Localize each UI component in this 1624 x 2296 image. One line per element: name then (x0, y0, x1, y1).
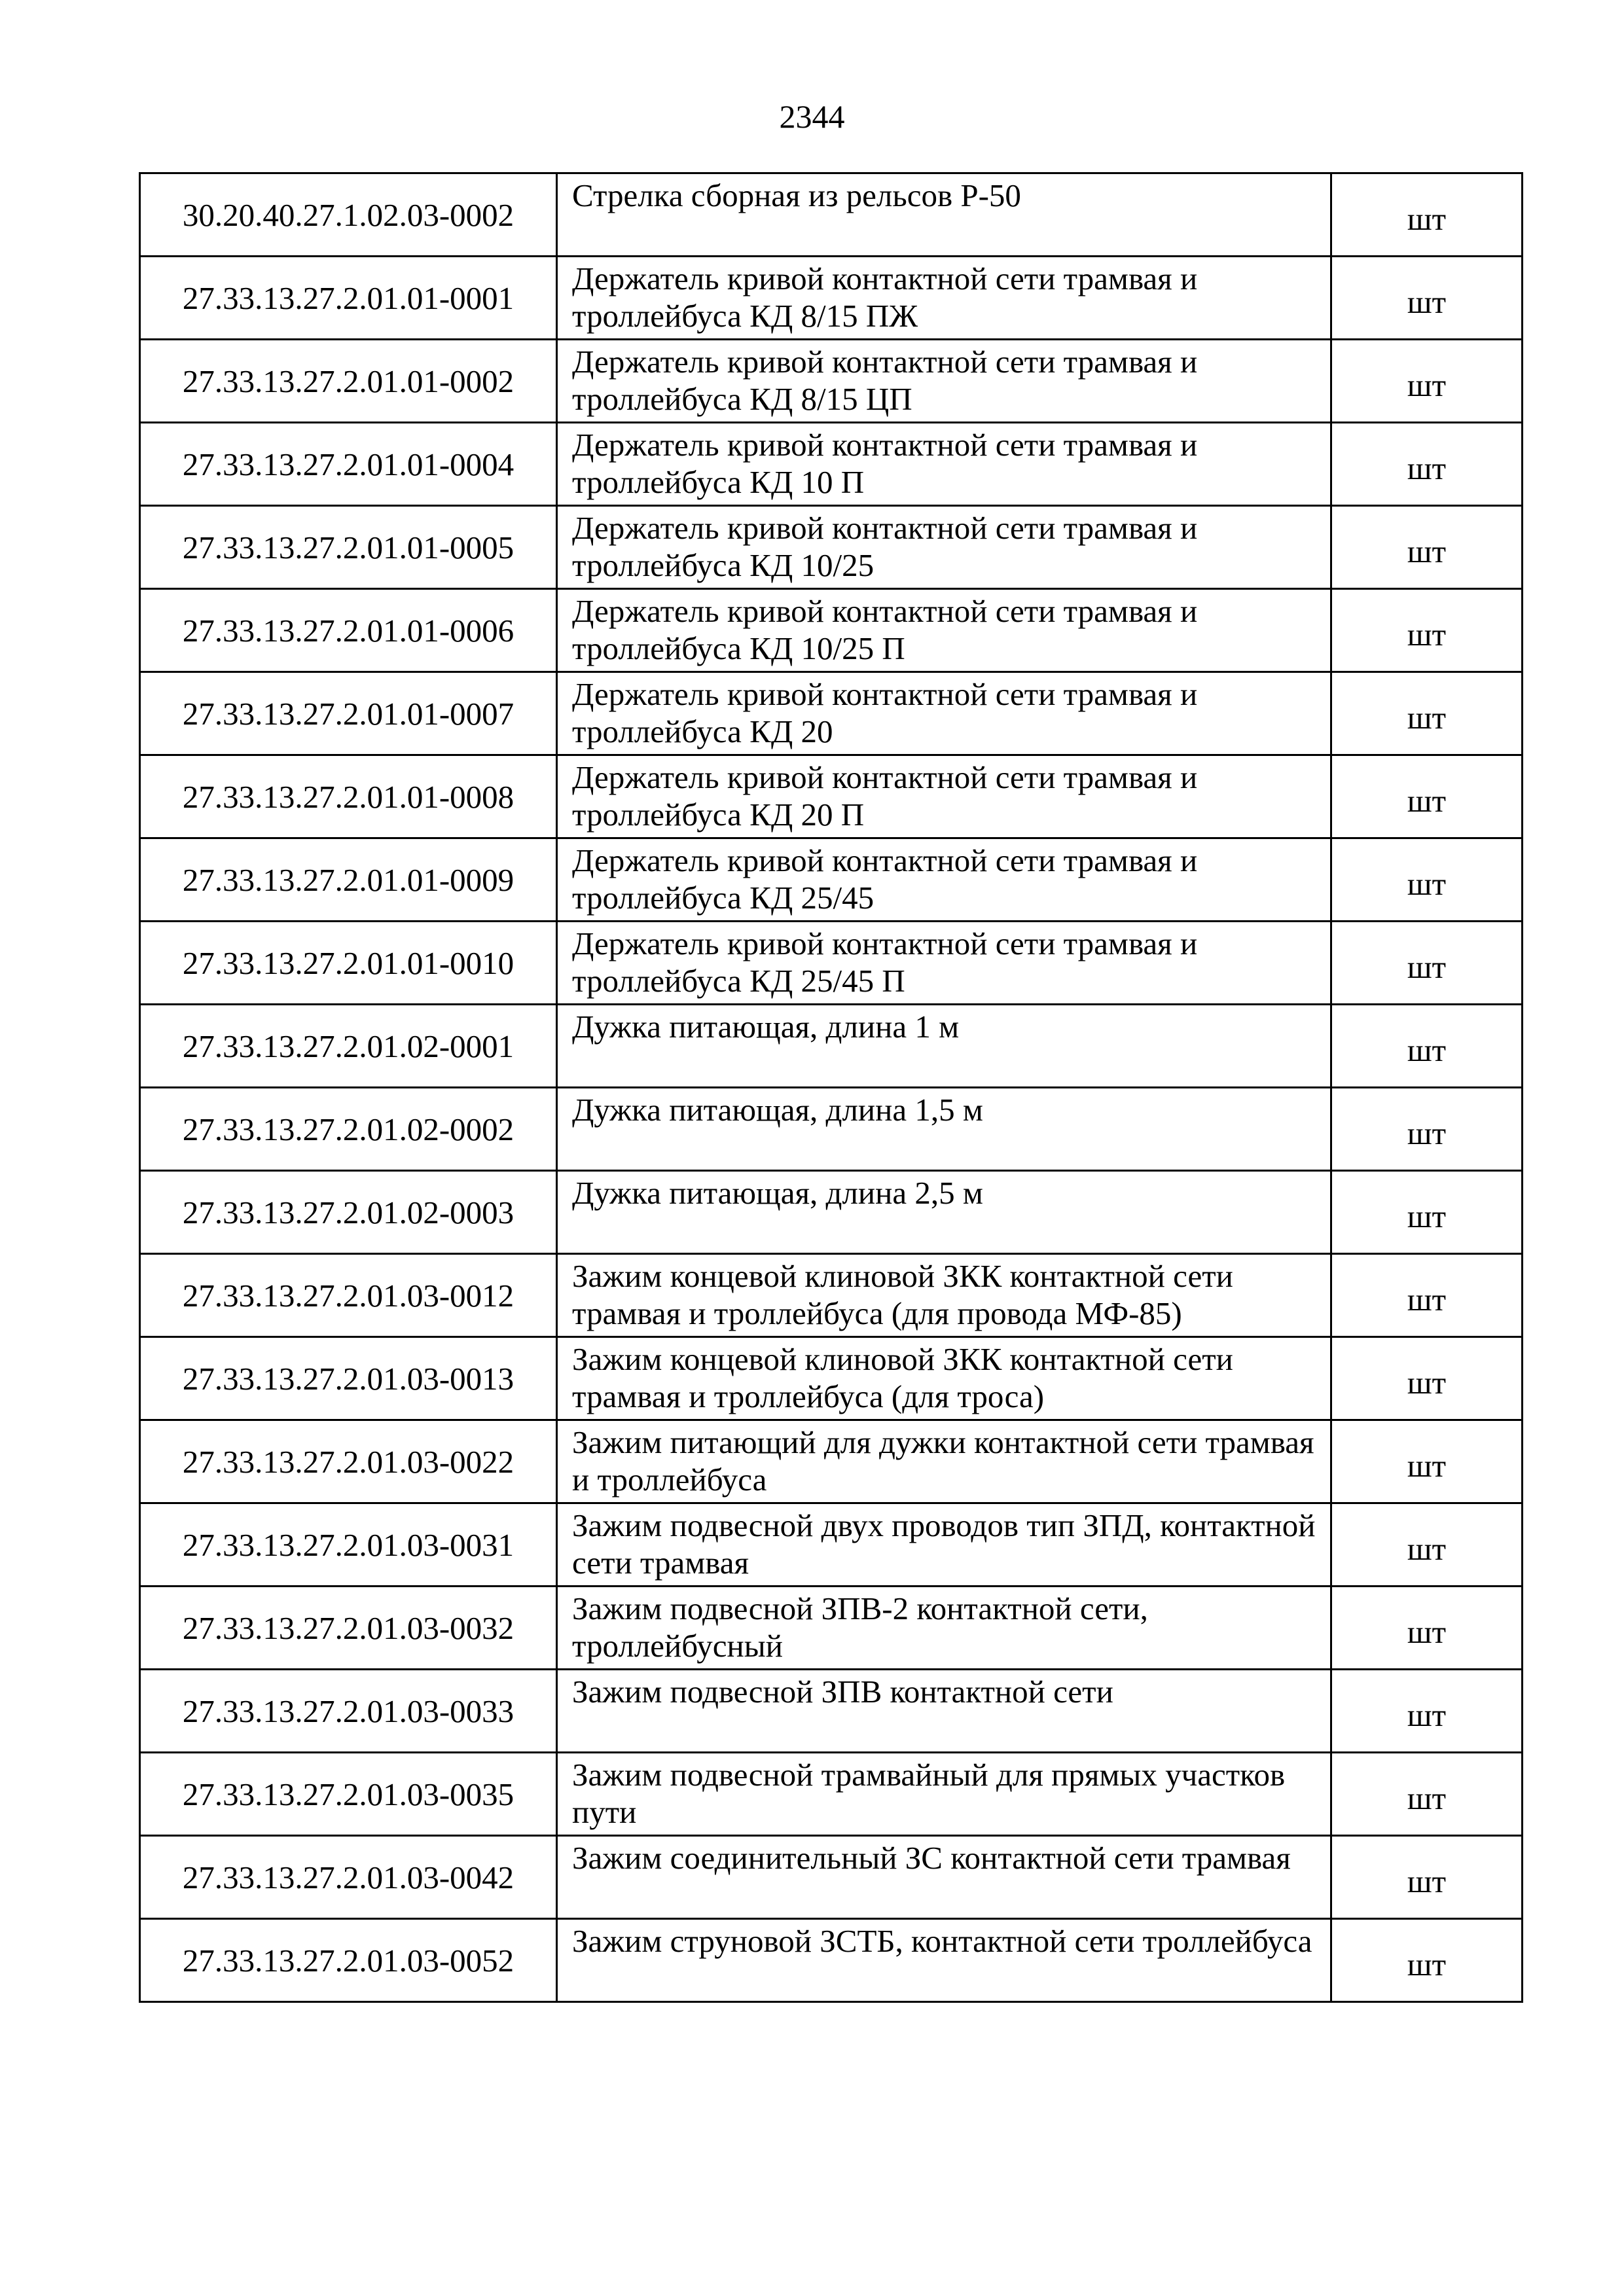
item-code-cell: 27.33.13.27.2.01.03-0012 (140, 1254, 557, 1337)
item-name-cell: Зажим питающий для дужки контактной сети трамвая и троллейбуса (557, 1420, 1331, 1503)
page-number: 2344 (779, 98, 845, 135)
item-name-cell: Держатель кривой контактной сети трамвая и троллейбуса КД 8/15 ПЖ (557, 257, 1331, 340)
item-code-cell: 27.33.13.27.2.01.01-0005 (140, 506, 557, 589)
item-name-cell: Держатель кривой контактной сети трамвая и троллейбуса КД 25/45 П (557, 922, 1331, 1005)
item-unit-cell: шт (1331, 672, 1523, 755)
item-name-cell: Держатель кривой контактной сети трамвая и троллейбуса КД 25/45 (557, 838, 1331, 922)
table-row (140, 1587, 1523, 1670)
item-name-cell: Зажим концевой клиновой ЗКК контактной сети трамвая и троллейбуса (для троса) (557, 1337, 1331, 1420)
item-name-cell: Дужка питающая, длина 1 м (557, 1005, 1331, 1088)
item-name-cell: Дужка питающая, длина 2,5 м (557, 1171, 1331, 1254)
item-name-cell: Держатель кривой контактной сети трамвая и троллейбуса КД 20 П (557, 755, 1331, 838)
table-row (140, 1753, 1523, 1836)
table-row (140, 838, 1523, 922)
table-row (140, 257, 1523, 340)
item-code-cell: 27.33.13.27.2.01.01-0010 (140, 922, 557, 1005)
item-code-cell: 27.33.13.27.2.01.02-0001 (140, 1005, 557, 1088)
item-unit-cell: шт (1331, 1670, 1523, 1753)
item-code-cell: 27.33.13.27.2.01.01-0004 (140, 423, 557, 506)
item-code-cell: 27.33.13.27.2.01.03-0013 (140, 1337, 557, 1420)
item-code-cell: 27.33.13.27.2.01.02-0003 (140, 1171, 557, 1254)
table-row (140, 672, 1523, 755)
item-unit-cell: шт (1331, 257, 1523, 340)
item-unit-cell: шт (1331, 922, 1523, 1005)
table-row (140, 755, 1523, 838)
item-unit-cell: шт (1331, 1337, 1523, 1420)
items-table-body (140, 173, 1523, 2002)
item-name-cell: Дужка питающая, длина 1,5 м (557, 1088, 1331, 1171)
table-row (140, 1088, 1523, 1171)
table-row (140, 1503, 1523, 1587)
table-row (140, 1670, 1523, 1753)
item-code-cell: 27.33.13.27.2.01.03-0031 (140, 1503, 557, 1587)
item-name-cell: Зажим подвесной ЗПВ контактной сети (557, 1670, 1331, 1753)
table-row (140, 340, 1523, 423)
item-code-cell: 27.33.13.27.2.01.01-0001 (140, 257, 557, 340)
item-code-cell: 27.33.13.27.2.01.02-0002 (140, 1088, 557, 1171)
item-unit-cell: шт (1331, 1088, 1523, 1171)
item-code-cell: 27.33.13.27.2.01.01-0008 (140, 755, 557, 838)
item-name-cell: Зажим концевой клиновой ЗКК контактной сети трамвая и троллейбуса (для провода МФ-85) (557, 1254, 1331, 1337)
table-row (140, 589, 1523, 672)
table-row (140, 173, 1523, 257)
table-row (140, 1254, 1523, 1337)
table-row (140, 506, 1523, 589)
item-unit-cell: шт (1331, 755, 1523, 838)
item-code-cell: 27.33.13.27.2.01.01-0006 (140, 589, 557, 672)
table-row (140, 1005, 1523, 1088)
item-name-cell: Зажим подвесной ЗПВ-2 контактной сети, троллейбусный (557, 1587, 1331, 1670)
item-code-cell: 27.33.13.27.2.01.03-0042 (140, 1836, 557, 1919)
item-code-cell: 27.33.13.27.2.01.01-0007 (140, 672, 557, 755)
items-table (139, 172, 1523, 2003)
item-name-cell: Держатель кривой контактной сети трамвая и троллейбуса КД 20 (557, 672, 1331, 755)
item-unit-cell: шт (1331, 1171, 1523, 1254)
item-unit-cell: шт (1331, 1254, 1523, 1337)
item-code-cell: 27.33.13.27.2.01.03-0022 (140, 1420, 557, 1503)
item-unit-cell: шт (1331, 1753, 1523, 1836)
item-code-cell: 27.33.13.27.2.01.03-0035 (140, 1753, 557, 1836)
table-row (140, 423, 1523, 506)
item-unit-cell: шт (1331, 1836, 1523, 1919)
item-name-cell: Держатель кривой контактной сети трамвая и троллейбуса КД 8/15 ЦП (557, 340, 1331, 423)
item-unit-cell: шт (1331, 506, 1523, 589)
item-code-cell: 27.33.13.27.2.01.01-0009 (140, 838, 557, 922)
item-unit-cell: шт (1331, 1005, 1523, 1088)
item-unit-cell: шт (1331, 1587, 1523, 1670)
table-row (140, 1420, 1523, 1503)
item-name-cell: Зажим подвесной трамвайный для прямых участков пути (557, 1753, 1331, 1836)
item-name-cell: Зажим соединительный ЗС контактной сети трамвая (557, 1836, 1331, 1919)
item-code-cell: 27.33.13.27.2.01.01-0002 (140, 340, 557, 423)
table-row (140, 1337, 1523, 1420)
item-code-cell: 27.33.13.27.2.01.03-0033 (140, 1670, 557, 1753)
item-unit-cell: шт (1331, 589, 1523, 672)
item-unit-cell: шт (1331, 340, 1523, 423)
table-row (140, 922, 1523, 1005)
item-unit-cell: шт (1331, 423, 1523, 506)
item-name-cell: Стрелка сборная из рельсов Р-50 (557, 173, 1331, 257)
item-name-cell: Держатель кривой контактной сети трамвая и троллейбуса КД 10/25 П (557, 589, 1331, 672)
item-name-cell: Зажим струновой ЗСТБ, контактной сети троллейбуса (557, 1919, 1331, 2002)
item-code-cell: 27.33.13.27.2.01.03-0052 (140, 1919, 557, 2002)
item-name-cell: Зажим подвесной двух проводов тип ЗПД, контактной сети трамвая (557, 1503, 1331, 1587)
item-unit-cell: шт (1331, 1503, 1523, 1587)
item-unit-cell: шт (1331, 1919, 1523, 2002)
item-name-cell: Держатель кривой контактной сети трамвая и троллейбуса КД 10 П (557, 423, 1331, 506)
item-name-cell: Держатель кривой контактной сети трамвая и троллейбуса КД 10/25 (557, 506, 1331, 589)
table-row (140, 1919, 1523, 2002)
item-unit-cell: шт (1331, 173, 1523, 257)
item-code-cell: 27.33.13.27.2.01.03-0032 (140, 1587, 557, 1670)
item-unit-cell: шт (1331, 1420, 1523, 1503)
item-unit-cell: шт (1331, 838, 1523, 922)
table-row (140, 1171, 1523, 1254)
item-code-cell: 30.20.40.27.1.02.03-0002 (140, 173, 557, 257)
table-row (140, 1836, 1523, 1919)
